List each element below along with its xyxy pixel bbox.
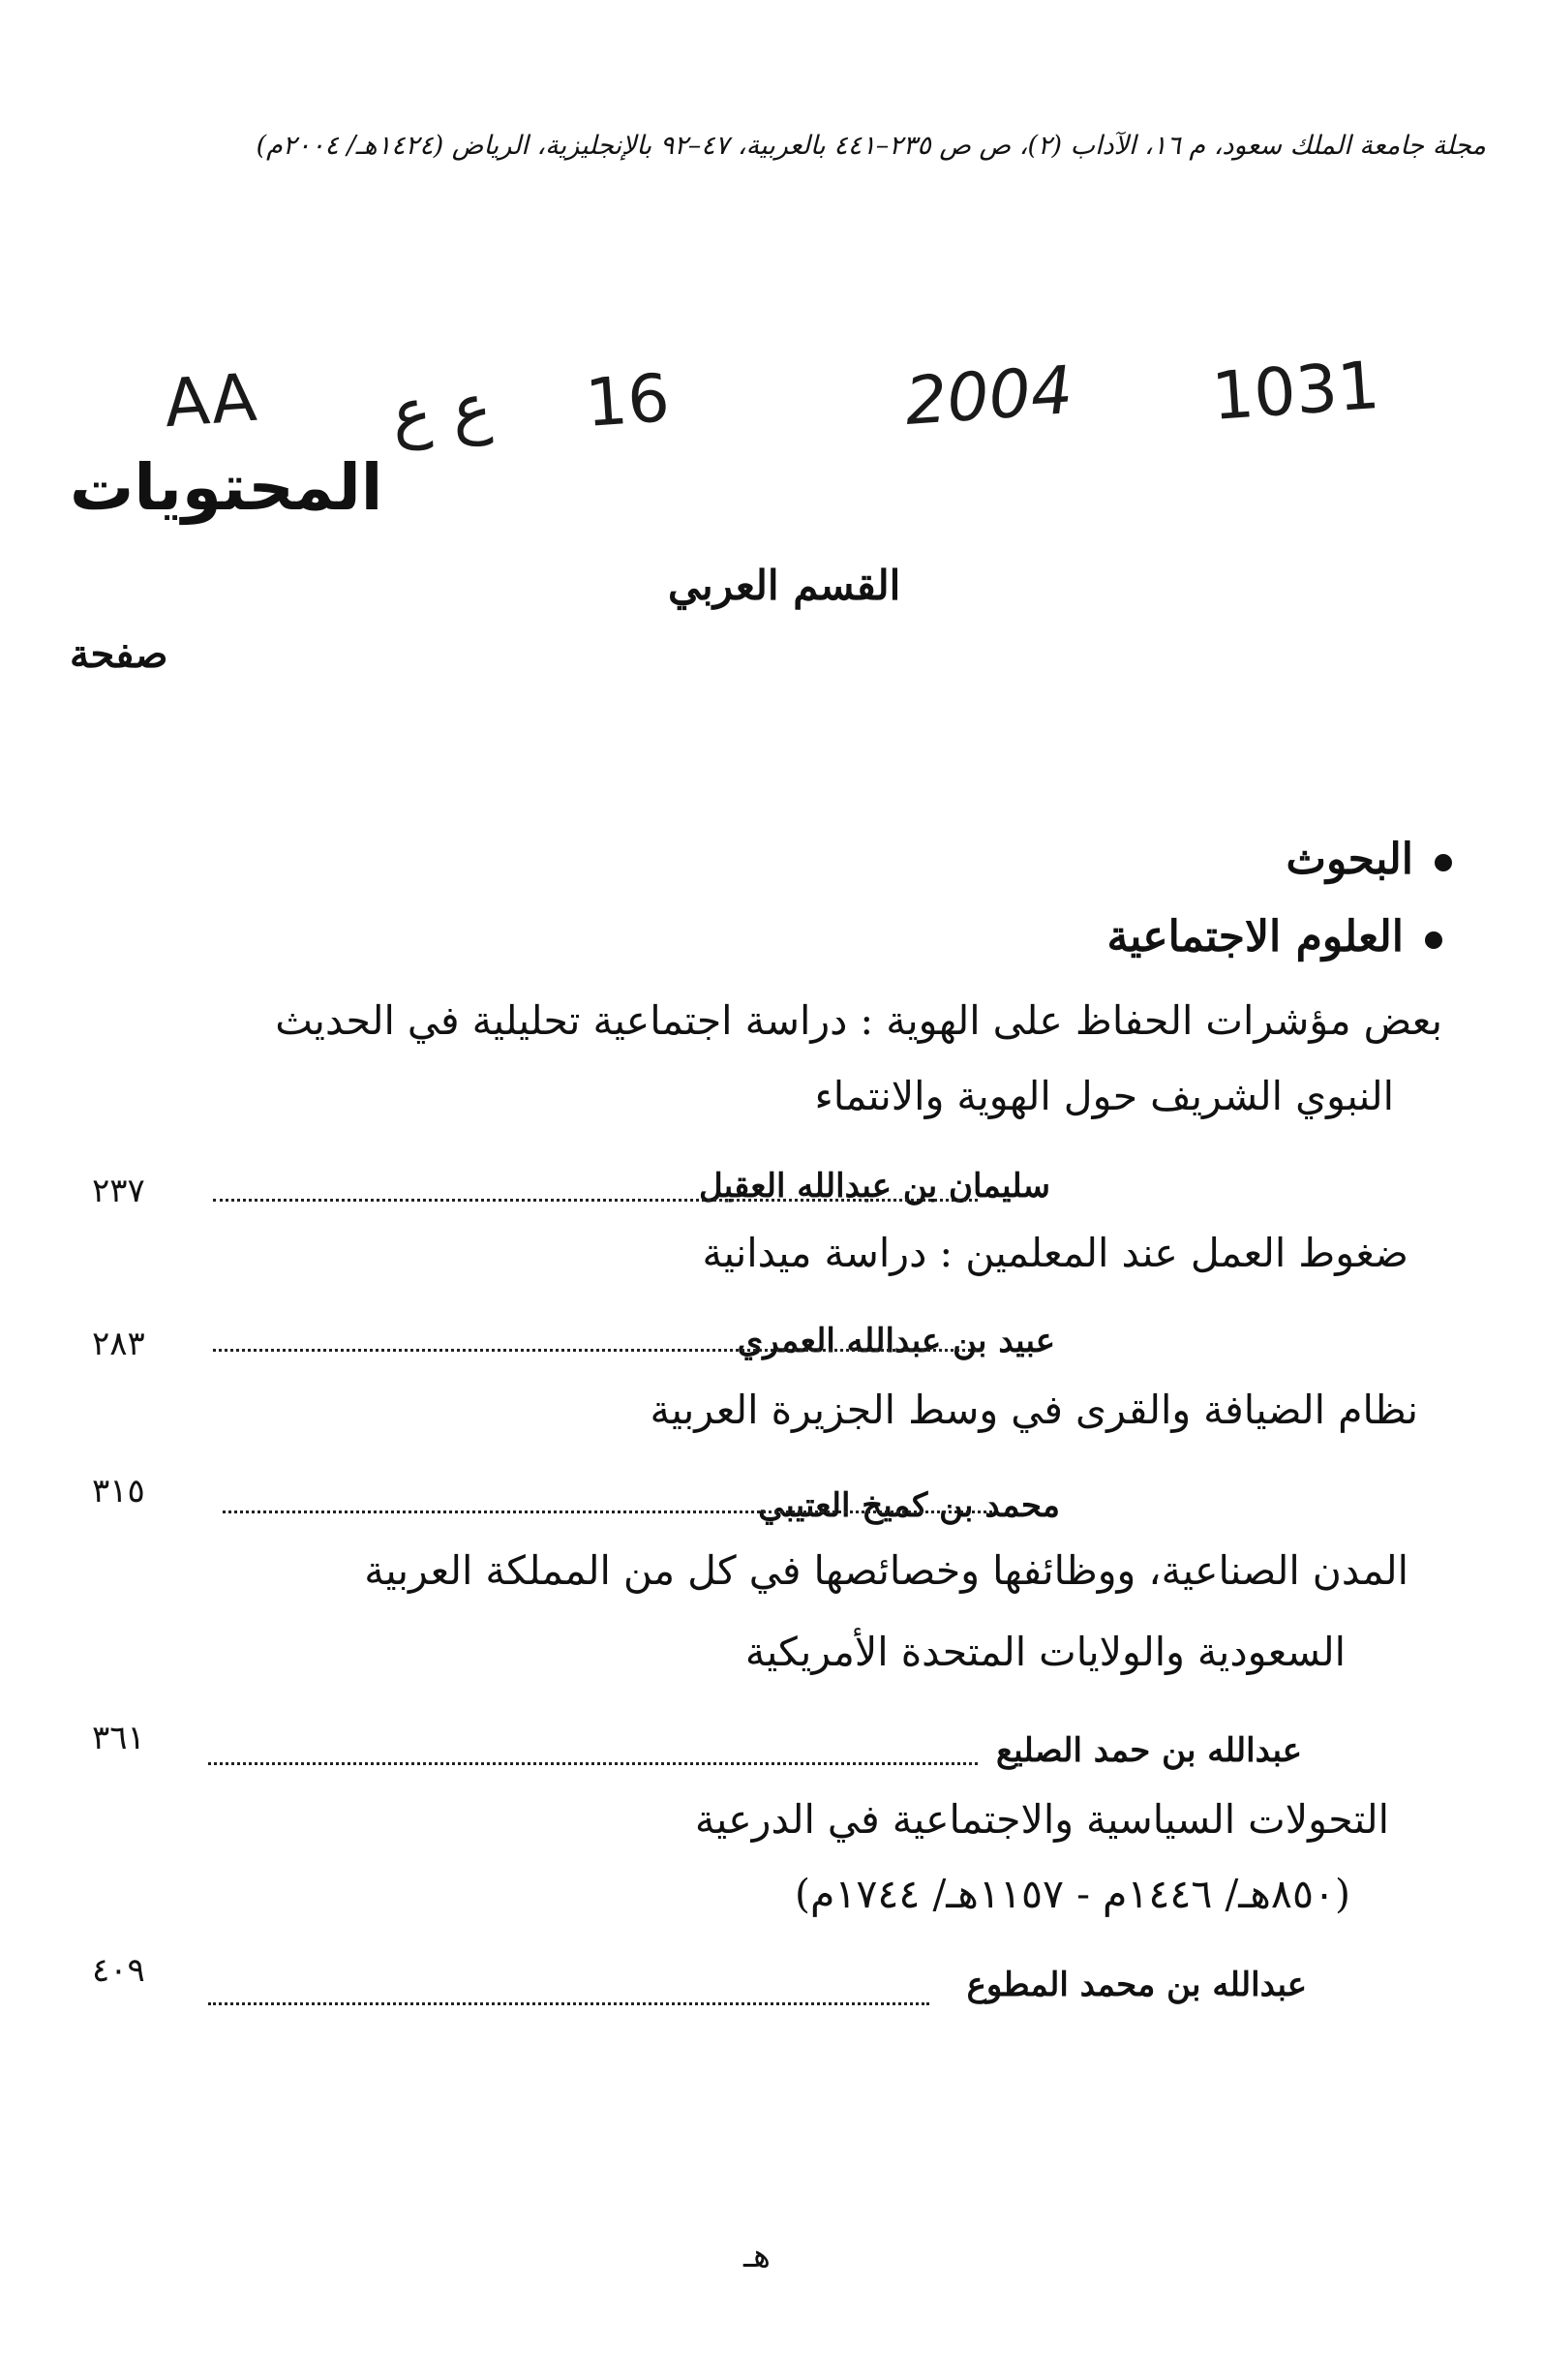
entry-title: التحولات السياسية والاجتماعية في الدرعية xyxy=(694,1796,1389,1843)
heading-social-sciences: العلوم الاجتماعية xyxy=(1107,912,1442,961)
dot-leader xyxy=(213,1349,983,1352)
dot-leader xyxy=(208,2002,929,2005)
entry-title: نظام الضيافة والقرى في وسط الجزيرة العربية xyxy=(650,1387,1418,1433)
handwritten-note: ع ع xyxy=(389,369,495,453)
handwritten-note: AA xyxy=(162,359,259,443)
section-title: القسم العربي xyxy=(668,562,901,609)
page-footer-letter: هـ xyxy=(743,2237,771,2275)
handwritten-note: 1031 xyxy=(1209,348,1382,436)
dot-leader xyxy=(213,1199,978,1202)
entry-author: عبيد بن عبدالله العمري xyxy=(737,1322,1055,1360)
dot-leader xyxy=(223,1510,992,1513)
handwritten-note: 16 xyxy=(583,360,673,442)
page-column-label: صفحة xyxy=(70,631,168,677)
entry-title: النبوي الشريف حول الهوية والانتماء xyxy=(814,1073,1394,1119)
journal-header: مجلة جامعة الملك سعود، م ١٦، الآداب (٢)، ص ص ٢٣٥–٤٤١ بالعربية، ٤٧–٩٢ بالإنجليزية، الرياض (١٤٢٤هـ/ ٢٠٠٤م) xyxy=(256,131,1486,161)
entry-page-number: ٤٠٩ xyxy=(92,1951,145,1990)
entry-title: (٨٥٠هـ/ ١٤٤٦م - ١١٥٧هـ/ ١٧٤٤م) xyxy=(794,1871,1350,1917)
entry-title: السعودية والولايات المتحدة الأمريكية xyxy=(744,1629,1346,1675)
bullet-icon xyxy=(1425,931,1442,949)
entry-title: المدن الصناعية، ووظائفها وخصائصها في كل من المملكة العربية xyxy=(364,1547,1408,1594)
entry-title: ضغوط العمل عند المعلمين : دراسة ميدانية xyxy=(702,1230,1408,1276)
entry-page-number: ٣٦١ xyxy=(92,1719,145,1757)
entry-author: محمد بن كميخ العتيبي xyxy=(758,1486,1060,1525)
entry-author: عبدالله بن محمد المطوع xyxy=(966,1966,1307,2004)
entry-author: عبدالله بن حمد الصليع xyxy=(996,1731,1302,1770)
handwritten-note: 2004 xyxy=(902,352,1075,441)
heading-research: البحوث xyxy=(1287,835,1452,884)
entry-page-number: ٢٣٧ xyxy=(92,1172,145,1210)
dot-leader xyxy=(208,1762,978,1765)
entry-title: بعض مؤشرات الحفاظ على الهوية : دراسة اجتماعية تحليلية في الحديث xyxy=(275,997,1442,1044)
entry-page-number: ٢٨٣ xyxy=(92,1325,145,1363)
entry-author: سليمان بن عبدالله العقيل xyxy=(699,1167,1050,1205)
bullet-icon xyxy=(1435,854,1452,871)
contents-title: المحتويات xyxy=(70,450,383,525)
entry-page-number: ٣١٥ xyxy=(92,1472,145,1510)
